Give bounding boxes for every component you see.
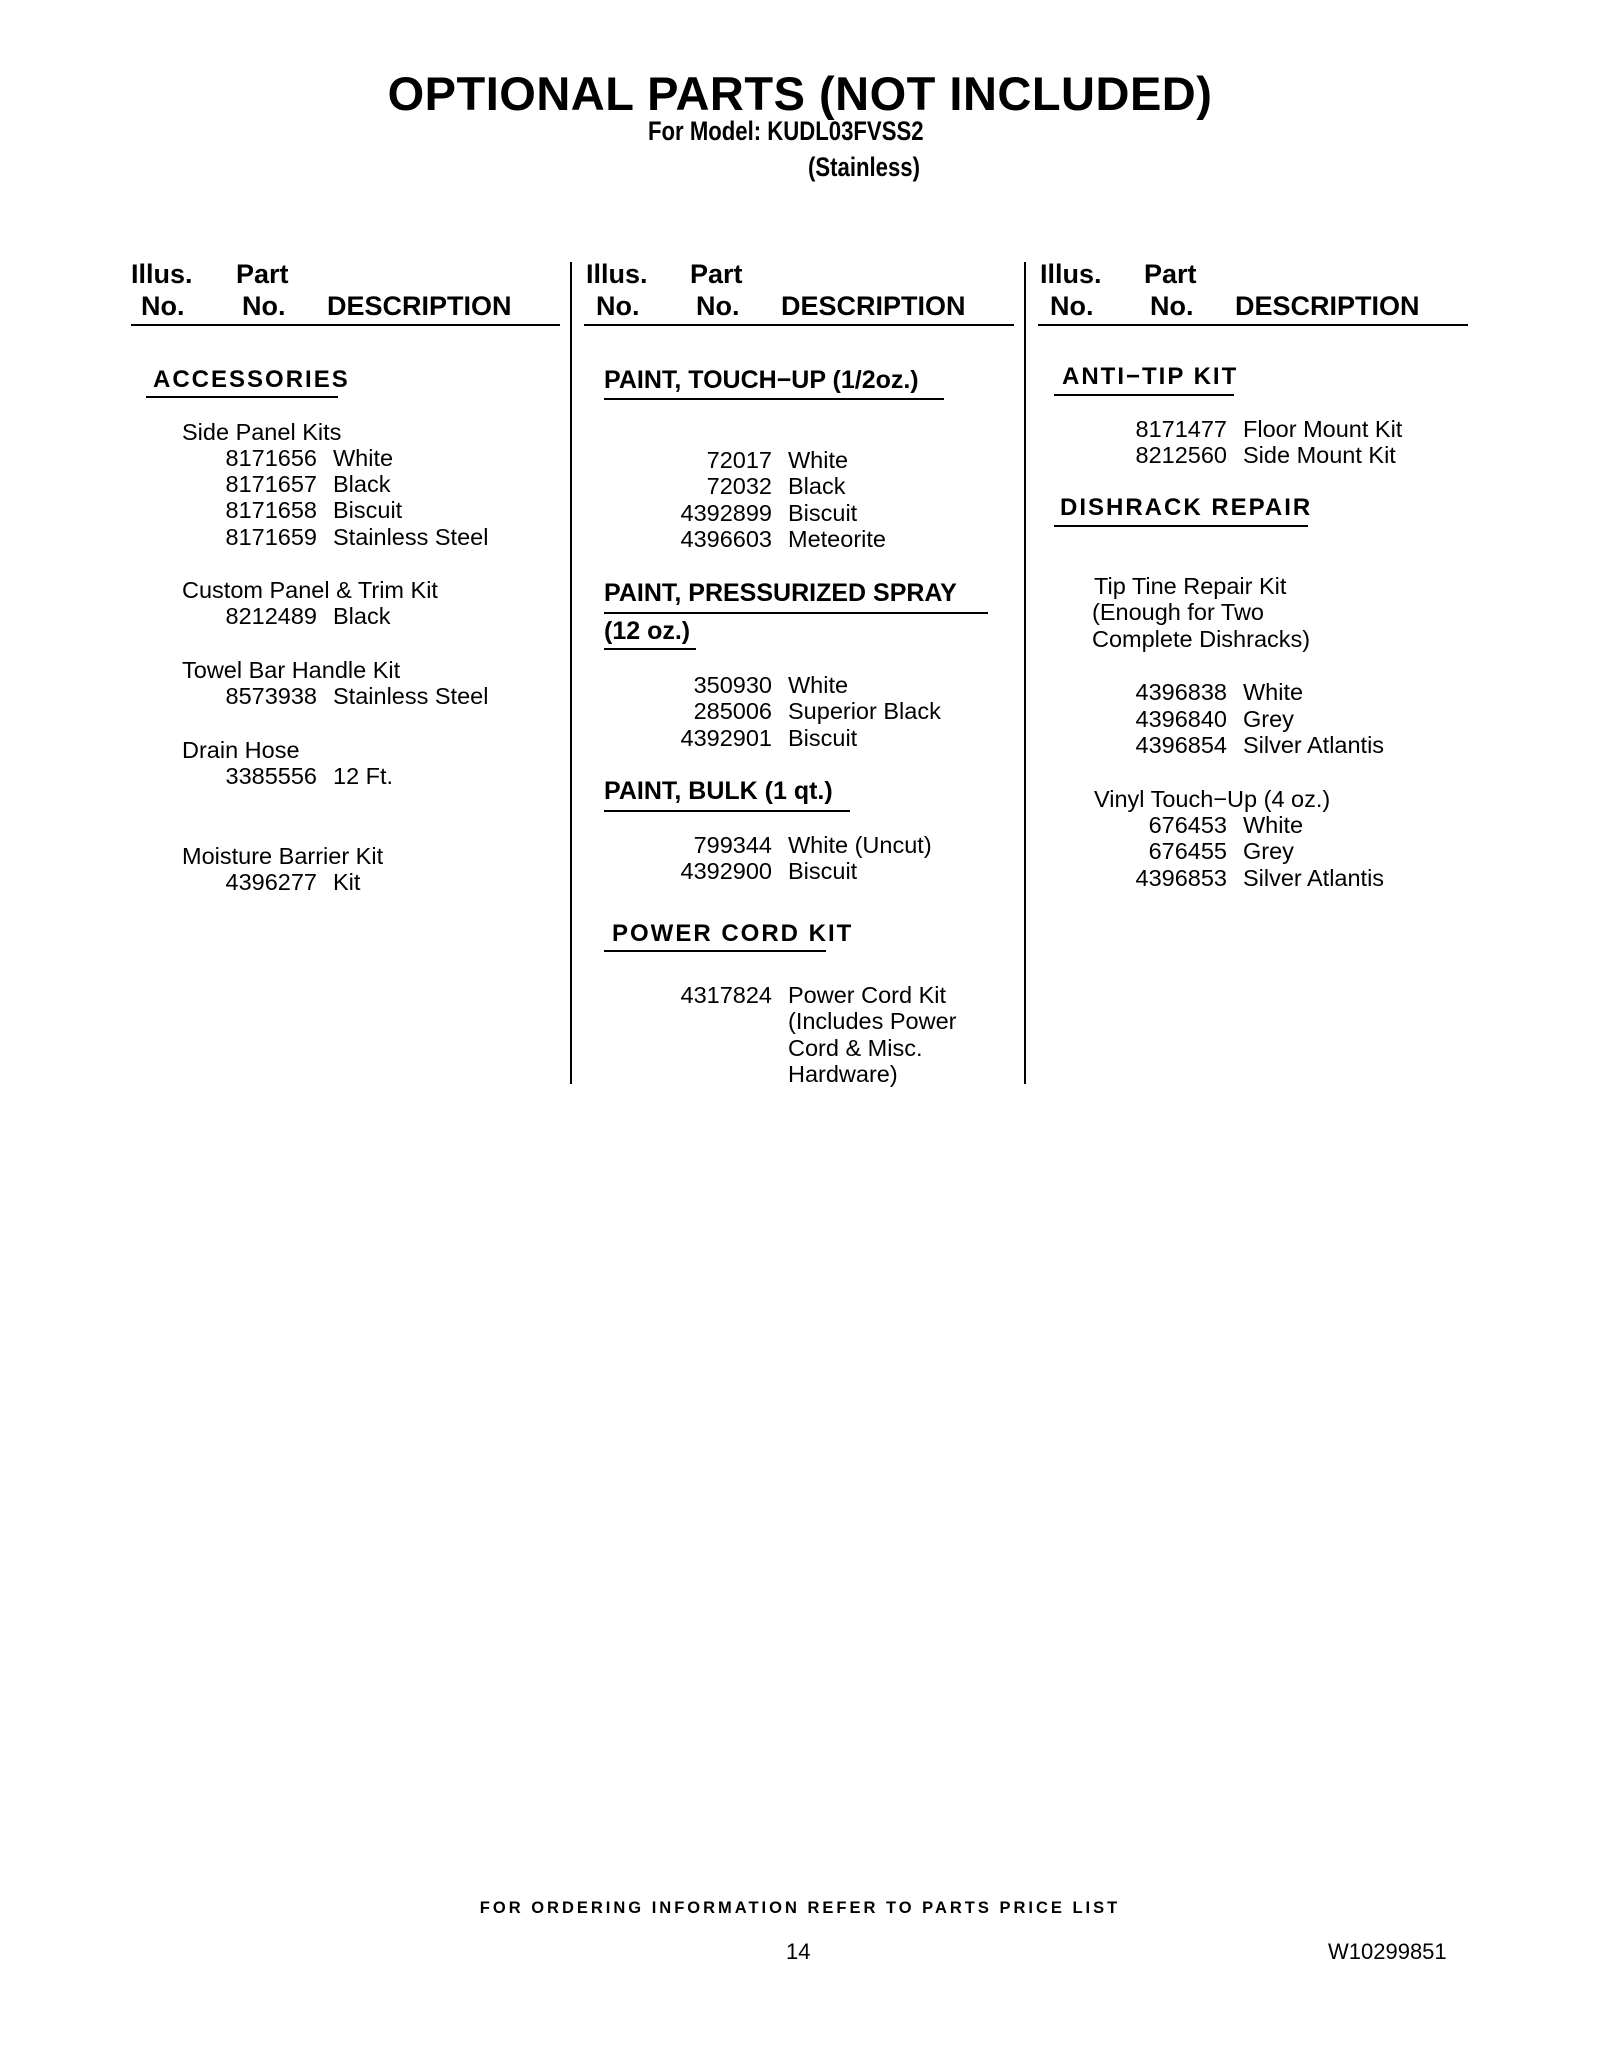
part-number: 72017 [706,447,772,473]
part-number: 8171477 [1135,416,1227,442]
part-description: Hardware) [788,1061,898,1087]
finish-line: (Stainless) [808,152,920,182]
part-number: 4396603 [680,526,772,552]
part-number: 285006 [693,698,772,724]
illus-no-label: No. [1050,291,1094,321]
part-number: 676453 [1148,812,1227,838]
part-number: 72032 [706,473,772,499]
page-number: 14 [786,1939,811,1964]
section-underline [1054,525,1308,527]
part-no-label: No. [696,291,740,321]
part-description: Grey [1243,838,1294,864]
header-rule [131,324,560,326]
group-title-drain-hose: Drain Hose [182,737,300,763]
description-label: DESCRIPTION [781,291,966,321]
section-title-spray-size: (12 oz.) [604,617,691,645]
part-description: Stainless Steel [333,524,489,550]
part-label: Part [690,259,743,289]
description-label: DESCRIPTION [1235,291,1420,321]
model-line: For Model: KUDL03FVSS2 [648,116,924,146]
section-title-spray: PAINT, PRESSURIZED SPRAY [604,579,957,607]
part-description: Stainless Steel [333,683,489,709]
part-description: White (Uncut) [788,832,932,858]
part-description: Superior Black [788,698,941,724]
section-underline [604,950,826,952]
part-description: White [333,445,394,471]
part-description: Grey [1243,706,1294,732]
part-number: 4392900 [680,858,772,884]
part-number: 4396277 [225,869,317,895]
part-number: 4392899 [680,500,772,526]
illus-label: Illus. [131,259,193,289]
group-title-side-panel: Side Panel Kits [182,419,342,445]
document-number: W10299851 [1328,1939,1447,1964]
part-description: Kit [333,869,361,895]
section-underline [604,810,850,812]
group-note: Complete Dishracks) [1092,626,1311,652]
illus-no-label: No. [141,291,185,321]
part-label: Part [1144,259,1197,289]
section-title-power-cord: POWER CORD KIT [612,920,854,947]
part-description: Black [333,471,391,497]
part-number: 4317824 [680,982,772,1008]
section-title-touchup: PAINT, TOUCH−UP (1/2oz.) [604,366,919,394]
ordering-note: FOR ORDERING INFORMATION REFER TO PARTS PRICE LIST [479,1899,1121,1917]
part-label: Part [236,259,289,289]
part-no-label: No. [1150,291,1194,321]
section-underline [1054,394,1234,396]
part-number: 8171656 [225,445,317,471]
part-number: 799344 [693,832,772,858]
part-description: Silver Atlantis [1243,732,1385,758]
part-description: White [1243,679,1304,705]
part-description: White [788,447,849,473]
part-description: (Includes Power [788,1008,957,1034]
part-number: 8212560 [1135,442,1227,468]
part-description: Side Mount Kit [1243,442,1396,468]
group-note: (Enough for Two [1092,599,1265,625]
page-title: OPTIONAL PARTS (NOT INCLUDED) [387,67,1213,120]
header-rule [1038,324,1468,326]
group-title-tip-tine: Tip Tine Repair Kit [1094,573,1287,599]
header-rule [584,324,1014,326]
part-description: White [788,672,849,698]
part-description: Biscuit [333,497,403,523]
part-description: Cord & Misc. [788,1035,923,1061]
part-description: Biscuit [788,500,858,526]
part-number: 676455 [1148,838,1227,864]
part-number: 4396838 [1135,679,1227,705]
part-description: Power Cord Kit [788,982,947,1008]
group-title-custom-panel: Custom Panel & Trim Kit [182,577,438,603]
part-description: Black [788,473,846,499]
part-description: Floor Mount Kit [1243,416,1403,442]
illus-label: Illus. [1040,259,1102,289]
part-description: 12 Ft. [333,763,394,789]
part-number: 4396854 [1135,732,1227,758]
section-title-dishrack: DISHRACK REPAIR [1060,494,1313,521]
part-description: Biscuit [788,858,858,884]
column-divider-2 [1024,262,1026,1084]
section-title-accessories: ACCESSORIES [153,366,350,393]
part-number: 350930 [693,672,772,698]
part-number: 8171658 [225,497,317,523]
section-underline [604,398,944,400]
section-title-bulk: PAINT, BULK (1 qt.) [604,777,833,805]
part-no-label: No. [242,291,286,321]
group-title-vinyl: Vinyl Touch−Up (4 oz.) [1094,786,1331,812]
part-number: 8171659 [225,524,317,550]
part-number: 8212489 [225,603,317,629]
part-description: Biscuit [788,725,858,751]
part-number: 4392901 [680,725,772,751]
illus-label: Illus. [586,259,648,289]
section-title-anti-tip: ANTI−TIP KIT [1062,363,1239,390]
part-number: 4396853 [1135,865,1227,891]
section-underline [146,396,338,398]
part-number: 8573938 [225,683,317,709]
section-underline [604,648,696,650]
part-number: 8171657 [225,471,317,497]
description-label: DESCRIPTION [327,291,512,321]
part-description: Black [333,603,391,629]
part-number: 4396840 [1135,706,1227,732]
part-description: Silver Atlantis [1243,865,1385,891]
part-number: 3385556 [225,763,317,789]
column-divider-1 [570,262,572,1084]
part-description: Meteorite [788,526,886,552]
part-description: White [1243,812,1304,838]
group-title-moisture-barrier: Moisture Barrier Kit [182,843,384,869]
illus-no-label: No. [596,291,640,321]
group-title-towel-bar: Towel Bar Handle Kit [182,657,401,683]
section-underline [604,612,988,614]
